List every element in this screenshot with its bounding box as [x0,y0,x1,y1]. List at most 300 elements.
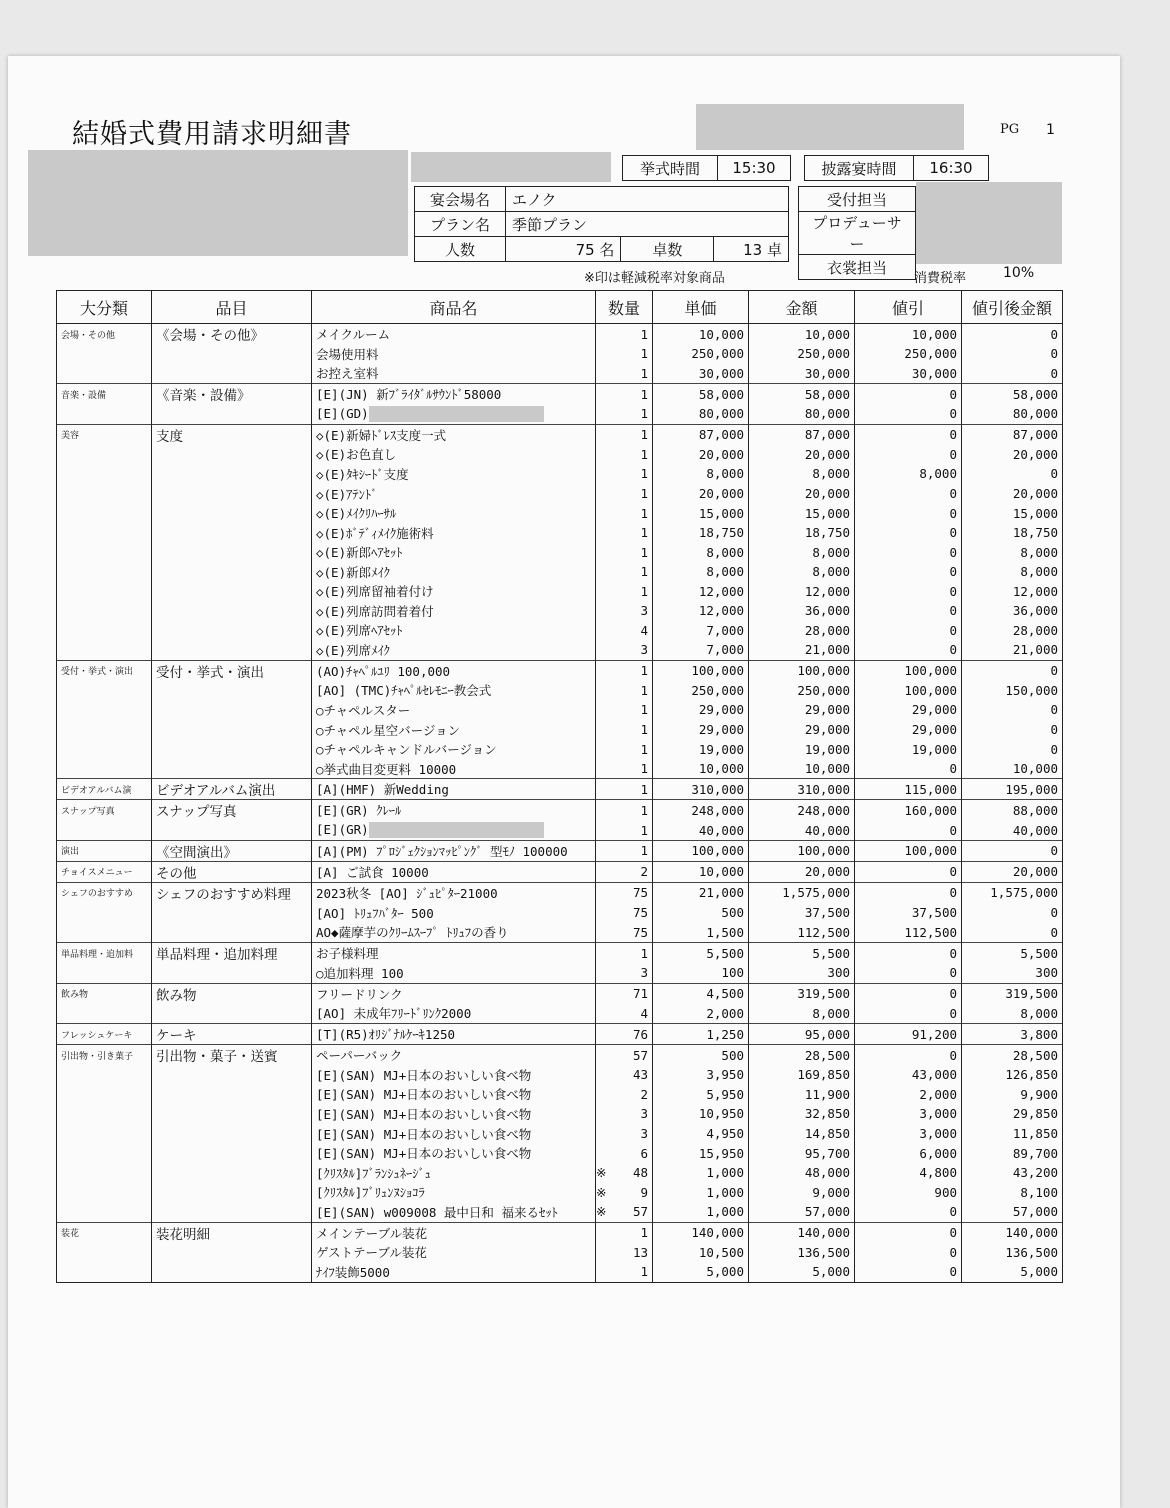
row-amount: 300 [749,963,855,983]
venue-info-table [414,186,789,262]
row-category [57,404,152,424]
redacted-product-detail [369,822,544,838]
row-quantity [596,1045,653,1066]
row-unit-price: 4,950 [653,1124,749,1144]
row-item [152,1104,312,1124]
row-category [57,445,152,465]
row-item [152,640,312,660]
row-quantity [596,820,653,840]
row-unit-price: 12,000 [653,601,749,621]
row-category [57,739,152,759]
row-category: 装花 [57,1222,152,1243]
row-quantity [596,1202,653,1222]
row-quantity [596,542,653,562]
row-quantity [596,404,653,424]
row-item: 支度 [152,424,312,445]
table-row [57,424,1063,445]
row-item [152,542,312,562]
row-discount: 100,000 [855,660,962,681]
row-discount: 0 [855,445,962,465]
row-quantity [596,840,653,861]
quantity-value: 1 [640,663,648,679]
quantity-value: 76 [632,1026,648,1042]
table-row [57,720,1063,740]
row-unit-price: 7,000 [653,640,749,660]
row-amount: 21,000 [749,640,855,660]
row-discount: 4,800 [855,1163,962,1183]
row-product-name: フリードリンク [312,983,596,1004]
redacted-block [696,104,964,150]
row-net-amount: 195,000 [962,779,1063,800]
row-category [57,621,152,641]
row-amount: 136,500 [749,1243,855,1263]
row-net-amount: 20,000 [962,445,1063,465]
row-quantity [596,800,653,821]
row-amount: 12,000 [749,581,855,601]
table-row [57,903,1063,923]
row-product-name: ◇(E)新郎ﾍｱｾｯﾄ [312,542,596,562]
row-unit-price: 15,000 [653,503,749,523]
row-item [152,1182,312,1202]
row-amount: 11,900 [749,1085,855,1105]
row-item [152,759,312,779]
row-item [152,364,312,384]
row-discount: 0 [855,1243,962,1263]
row-quantity [596,1104,653,1124]
table-row [57,640,1063,660]
row-net-amount: 8,100 [962,1182,1063,1202]
row-category [57,581,152,601]
row-category [57,1065,152,1085]
table-row [57,404,1063,424]
row-net-amount: 5,000 [962,1262,1063,1282]
row-net-amount: 0 [962,364,1063,384]
reduced-tax-mark: ※ [596,1204,607,1220]
row-net-amount: 0 [962,922,1063,942]
row-category [57,364,152,384]
row-category [57,720,152,740]
quantity-value: 2 [640,864,648,880]
header-item: 品目 [152,291,312,324]
row-category [57,344,152,364]
row-product-name: ◇(E)列席留袖着付け [312,581,596,601]
row-amount: 18,750 [749,523,855,543]
row-unit-price: 5,500 [653,943,749,964]
row-net-amount: 88,000 [962,800,1063,821]
row-amount: 80,000 [749,404,855,424]
row-quantity [596,861,653,882]
row-product-name: お控え室料 [312,364,596,384]
row-net-amount: 3,800 [962,1024,1063,1045]
table-row [57,484,1063,504]
row-net-amount: 0 [962,720,1063,740]
row-category: チョイスメニュー [57,861,152,882]
row-quantity [596,1085,653,1105]
product-name-text: [E](GR) [316,821,369,837]
row-product-name: メインテーブル装花 [312,1222,596,1243]
row-unit-price: 5,000 [653,1262,749,1282]
row-category: 会場・その他 [57,324,152,345]
row-product-name: ゲストテーブル装花 [312,1243,596,1263]
row-unit-price: 5,950 [653,1085,749,1105]
tax-rate-label: 消費税率 [914,271,967,286]
ceremony-time-label: 挙式時間 [623,156,718,181]
row-item: ケーキ [152,1024,312,1045]
row-product-name: [AO] (TMC)ﾁｬﾍﾟﾙｾﾚﾓﾆｰ教会式 [312,681,596,701]
row-product-name: メイクルーム [312,324,596,345]
row-product-name: ◇(E)新婦ﾄﾞﾚｽ支度一式 [312,424,596,445]
row-amount: 87,000 [749,424,855,445]
row-item [152,903,312,923]
header-product-name: 商品名 [312,291,596,324]
quantity-value: 1 [640,741,648,757]
page-label: PG [1000,122,1020,137]
row-net-amount: 300 [962,963,1063,983]
row-product-name: [A](PM) ﾌﾟﾛｼﾞｪｸｼｮﾝﾏｯﾋﾟﾝｸﾞ 型ﾓﾉ 100000 [312,840,596,861]
quantity-value: 75 [632,924,648,940]
row-item [152,1065,312,1085]
row-discount: 10,000 [855,324,962,345]
staff-table [798,186,916,280]
row-net-amount: 28,000 [962,621,1063,641]
quantity-value: 1 [640,1264,648,1280]
row-amount: 19,000 [749,739,855,759]
table-row [57,1104,1063,1124]
venue-value: エノク [506,187,789,212]
row-product-name: [E](SAN) w009008 最中日和 福来るｾｯﾄ [312,1202,596,1222]
row-quantity [596,739,653,759]
row-item: 《音楽・設備》 [152,384,312,405]
row-quantity [596,384,653,405]
row-amount: 248,000 [749,800,855,821]
row-unit-price: 40,000 [653,820,749,840]
row-item [152,1163,312,1183]
row-net-amount: 140,000 [962,1222,1063,1243]
redacted-product-detail [369,406,544,422]
table-row [57,384,1063,405]
table-row [57,779,1063,800]
row-quantity [596,983,653,1004]
row-item [152,720,312,740]
row-net-amount: 28,500 [962,1045,1063,1066]
row-unit-price: 250,000 [653,681,749,701]
row-unit-price: 100 [653,963,749,983]
row-net-amount: 36,000 [962,601,1063,621]
table-row [57,562,1063,582]
row-discount: 0 [855,640,962,660]
table-row [57,943,1063,964]
row-item: シェフのおすすめ料理 [152,882,312,903]
row-discount: 0 [855,542,962,562]
quantity-value: 2 [640,1086,648,1102]
row-item: 《会場・その他》 [152,324,312,345]
row-item: 《空間演出》 [152,840,312,861]
ceremony-time-value: 15:30 [718,156,791,181]
row-unit-price: 10,000 [653,324,749,345]
row-category [57,1085,152,1105]
row-product-name: ◇(E)ﾀｷｼｰﾄﾞ支度 [312,464,596,484]
row-quantity [596,562,653,582]
row-discount: 0 [855,1202,962,1222]
row-product-name: ○チャペルキャンドルバージョン [312,739,596,759]
row-product-name: ○追加料理 100 [312,963,596,983]
row-product-name: [A](HMF) 新Wedding [312,779,596,800]
row-amount: 5,500 [749,943,855,964]
row-net-amount: 319,500 [962,983,1063,1004]
row-net-amount: 5,500 [962,943,1063,964]
reception-time-value: 16:30 [914,156,989,181]
table-row [57,1262,1063,1282]
table-row [57,983,1063,1004]
row-item [152,1262,312,1282]
row-item [152,503,312,523]
row-quantity [596,1124,653,1144]
row-amount: 37,500 [749,903,855,923]
row-category: 演出 [57,840,152,861]
table-row [57,1182,1063,1202]
row-product-name: 会場使用料 [312,344,596,364]
row-product-name: AO◆薩摩芋のｸﾘｰﾑｽｰﾌﾟ ﾄﾘｭﾌの香り [312,922,596,942]
row-net-amount: 8,000 [962,562,1063,582]
row-unit-price: 15,950 [653,1143,749,1163]
row-discount: 0 [855,384,962,405]
table-row [57,1004,1063,1024]
quantity-value: 1 [640,583,648,599]
quantity-value: 1 [640,326,648,342]
row-discount: 0 [855,581,962,601]
row-product-name: ○挙式曲目変更料 10000 [312,759,596,779]
table-row [57,820,1063,840]
row-unit-price: 58,000 [653,384,749,405]
row-quantity [596,1222,653,1243]
row-product-name: 2023秋冬 [AO] ｼﾞｭﾋﾟﾀｰ21000 [312,882,596,903]
row-unit-price: 29,000 [653,700,749,720]
row-unit-price: 10,500 [653,1243,749,1263]
quantity-value: 57 [632,1047,648,1063]
table-row [57,739,1063,759]
row-category: 引出物・引き菓子 [57,1045,152,1066]
redacted-staff-names [916,182,1062,264]
row-quantity [596,943,653,964]
row-net-amount: 21,000 [962,640,1063,660]
row-quantity [596,424,653,445]
row-item [152,1004,312,1024]
row-amount: 36,000 [749,601,855,621]
quantity-value: 1 [640,365,648,381]
row-quantity [596,903,653,923]
quantity-value: 57 [632,1204,648,1220]
row-product-name: ◇(E)列席ﾍｱｾｯﾄ [312,621,596,641]
table-row [57,1143,1063,1163]
row-discount: 8,000 [855,464,962,484]
row-quantity [596,464,653,484]
row-amount: 310,000 [749,779,855,800]
row-quantity [596,581,653,601]
row-amount: 169,850 [749,1065,855,1085]
row-unit-price: 1,000 [653,1182,749,1202]
row-amount: 5,000 [749,1262,855,1282]
quantity-value: 1 [640,544,648,560]
row-quantity [596,621,653,641]
quantity-value: 1 [640,702,648,718]
row-discount: 0 [855,484,962,504]
row-item: その他 [152,861,312,882]
row-item [152,1085,312,1105]
table-row [57,963,1063,983]
row-net-amount: 0 [962,324,1063,345]
row-amount: 29,000 [749,720,855,740]
row-item: 飲み物 [152,983,312,1004]
row-net-amount: 8,000 [962,1004,1063,1024]
quantity-value: 3 [640,1126,648,1142]
row-item [152,404,312,424]
row-discount: 900 [855,1182,962,1202]
quantity-value: 1 [640,346,648,362]
reduced-tax-mark: ※ [596,1165,607,1181]
table-row [57,681,1063,701]
row-product-name: ◇(E)ﾒｲｸﾘﾊｰｻﾙ [312,503,596,523]
row-category [57,903,152,923]
redacted-customer-block [28,150,408,256]
table-row [57,581,1063,601]
row-amount: 9,000 [749,1182,855,1202]
row-unit-price: 10,950 [653,1104,749,1124]
quantity-value: 1 [640,406,648,422]
quantity-value: 1 [640,446,648,462]
row-category [57,601,152,621]
row-unit-price: 2,000 [653,1004,749,1024]
row-discount: 19,000 [855,739,962,759]
row-item: 装花明細 [152,1222,312,1243]
quantity-value: 1 [640,802,648,818]
row-net-amount: 0 [962,739,1063,759]
row-category [57,562,152,582]
row-quantity [596,1004,653,1024]
product-name-text: [E](GD) [316,405,369,421]
table-row [57,922,1063,942]
header-unit-price: 単価 [653,291,749,324]
row-quantity [596,720,653,740]
row-amount: 8,000 [749,464,855,484]
row-net-amount: 0 [962,344,1063,364]
row-category: シェフのおすすめ [57,882,152,903]
row-unit-price: 140,000 [653,1222,749,1243]
row-product-name: [E](SAN) MJ+日本のおいしい食べ物 [312,1143,596,1163]
row-category [57,1262,152,1282]
row-item [152,739,312,759]
row-item [152,1243,312,1263]
row-product-name: ◇(E)ﾎﾞﾃﾞｨﾒｲｸ施術料 [312,523,596,543]
row-amount: 100,000 [749,840,855,861]
row-discount: 30,000 [855,364,962,384]
row-net-amount: 0 [962,840,1063,861]
ceremony-time-box [622,155,791,181]
row-category [57,963,152,983]
row-amount: 8,000 [749,1004,855,1024]
row-discount: 100,000 [855,681,962,701]
row-discount: 0 [855,1262,962,1282]
row-item [152,700,312,720]
quantity-value: 43 [632,1067,648,1083]
row-discount: 115,000 [855,779,962,800]
row-product-name: [T](R5)ｵﾘｼﾞﾅﾙｹｰｷ1250 [312,1024,596,1045]
quantity-value: 1 [640,466,648,482]
row-discount: 91,200 [855,1024,962,1045]
row-unit-price: 30,000 [653,364,749,384]
row-discount: 250,000 [855,344,962,364]
row-amount: 8,000 [749,542,855,562]
venue-label: 宴会場名 [415,187,506,212]
row-category: 飲み物 [57,983,152,1004]
row-amount: 1,575,000 [749,882,855,903]
row-unit-price: 1,000 [653,1202,749,1222]
tables-value: 13 卓 [714,237,789,262]
quantity-value: 75 [632,905,648,921]
row-amount: 95,700 [749,1143,855,1163]
quantity-value: 1 [640,781,648,797]
row-quantity [596,1065,653,1085]
row-amount: 32,850 [749,1104,855,1124]
quantity-value: 1 [640,564,648,580]
quantity-value: 1 [640,386,648,402]
row-product-name: ◇(E)ｱﾃﾝﾄﾞ [312,484,596,504]
quantity-value: 1 [640,427,648,443]
quantity-value: 1 [640,1225,648,1240]
row-product-name: お子様料理 [312,943,596,964]
row-amount: 250,000 [749,344,855,364]
reception-time-box [804,155,989,181]
table-row [57,1202,1063,1222]
row-quantity [596,601,653,621]
row-item [152,1202,312,1222]
row-unit-price: 18,750 [653,523,749,543]
row-discount: 0 [855,882,962,903]
quantity-value: 3 [640,603,648,619]
document-title: 結婚式費用請求明細書 [72,119,352,150]
header-major-category: 大分類 [57,291,152,324]
row-discount: 0 [855,523,962,543]
row-amount: 140,000 [749,1222,855,1243]
table-header-row [57,291,1063,324]
row-item: 引出物・菓子・送賓 [152,1045,312,1066]
row-amount: 10,000 [749,324,855,345]
row-category: 単品料理・追加料 [57,943,152,964]
row-unit-price: 1,000 [653,1163,749,1183]
row-product-name: (AO)ﾁｬﾍﾟﾙﾕﾘ 100,000 [312,660,596,681]
row-category [57,1004,152,1024]
plan-value: 季節プラン [506,212,789,237]
row-amount: 319,500 [749,983,855,1004]
row-unit-price: 29,000 [653,720,749,740]
row-net-amount: 0 [962,903,1063,923]
row-product-name: [E](SAN) MJ+日本のおいしい食べ物 [312,1085,596,1105]
row-amount: 48,000 [749,1163,855,1183]
row-unit-price: 8,000 [653,464,749,484]
row-category [57,640,152,660]
row-amount: 30,000 [749,364,855,384]
row-item: ビデオアルバム演出 [152,779,312,800]
quantity-value: 1 [640,843,648,859]
quantity-value: 3 [640,1106,648,1122]
row-net-amount: 8,000 [962,542,1063,562]
row-quantity [596,1163,653,1183]
row-item: 受付・挙式・演出 [152,660,312,681]
row-product-name: [E](SAN) MJ+日本のおいしい食べ物 [312,1065,596,1085]
row-quantity [596,1243,653,1263]
table-row [57,523,1063,543]
row-net-amount: 12,000 [962,581,1063,601]
row-category [57,464,152,484]
